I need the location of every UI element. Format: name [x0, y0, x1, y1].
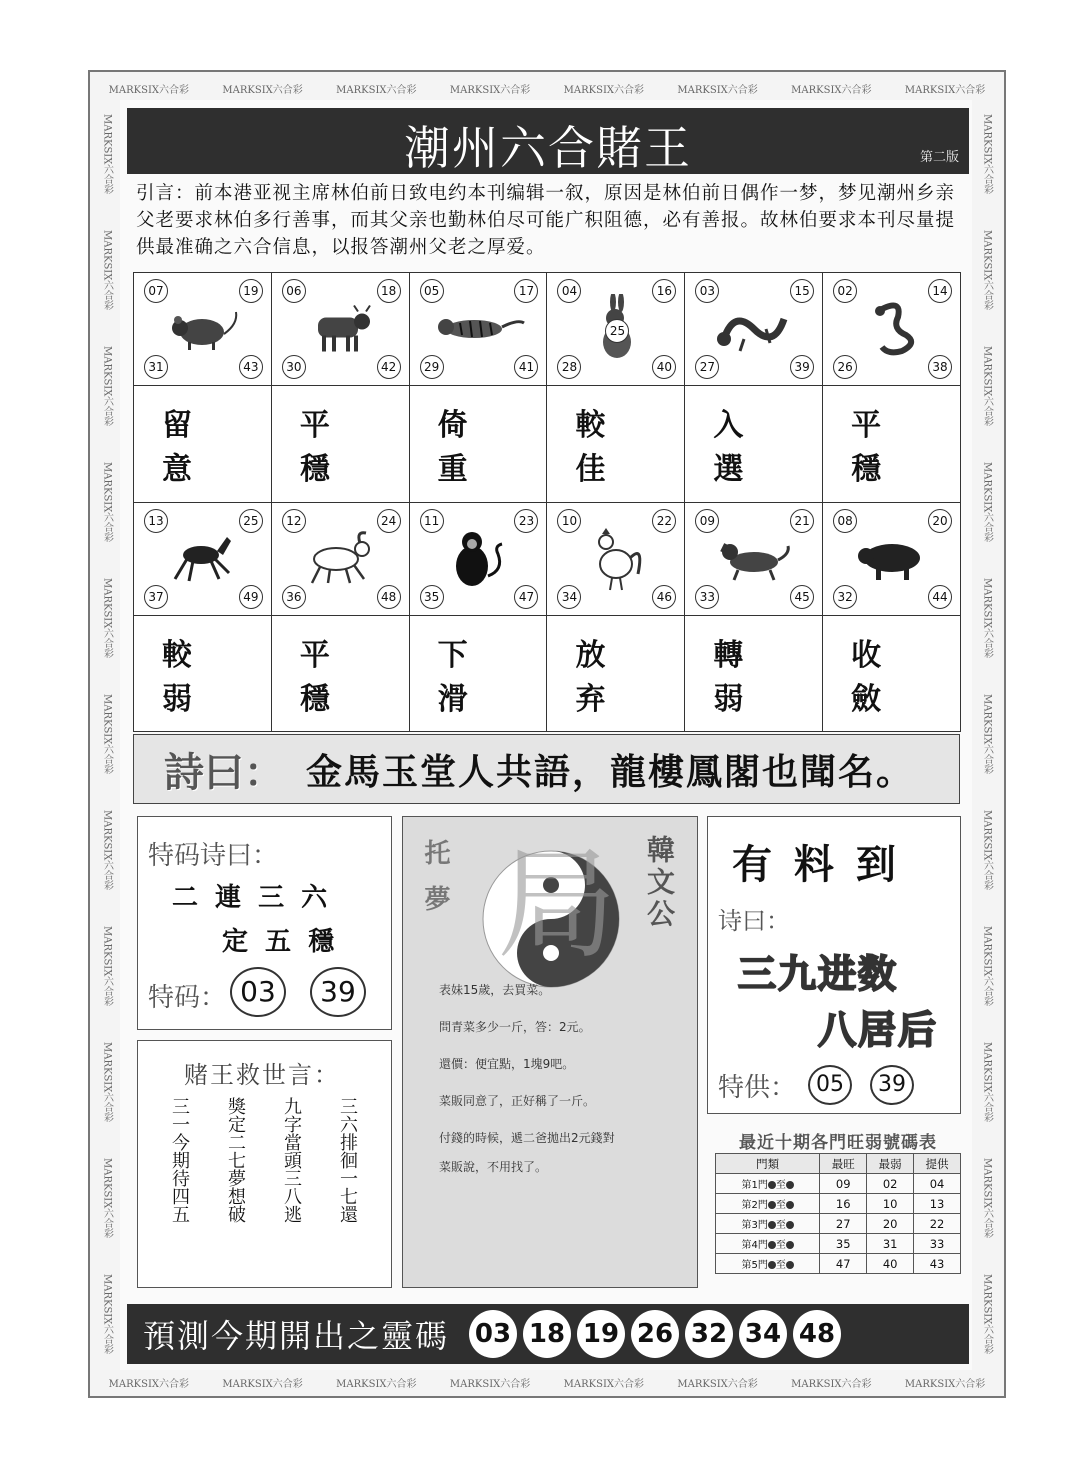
column-header: 門類	[716, 1154, 820, 1174]
verdict-monkey: 下滑	[410, 616, 548, 732]
prediction-ball: 34	[739, 1310, 787, 1358]
poem-banner	[133, 734, 960, 804]
verdict-snake: 平穩	[823, 386, 961, 503]
door-cell	[716, 1214, 820, 1234]
number-ball: 40	[652, 355, 676, 379]
dream-box	[402, 816, 698, 1288]
saviour-words-box	[137, 1040, 392, 1288]
zodiac-cell-dog	[685, 503, 823, 616]
table-row	[716, 1194, 961, 1214]
special-poem-title: 特码诗曰：	[148, 841, 279, 871]
table-row	[716, 1214, 961, 1234]
watermark: MARKSIX六合彩	[981, 577, 993, 659]
special-code-label: 特码：	[148, 983, 227, 1013]
verdict-pig: 收斂	[823, 616, 961, 732]
number-ball: 04	[557, 279, 581, 303]
table-cell: 31	[867, 1234, 914, 1254]
number-ball: 26	[833, 355, 857, 379]
verdict-rabbit: 較佳	[547, 386, 685, 503]
zodiac-cell-goat	[272, 503, 410, 616]
number-ball: 21	[790, 509, 814, 533]
table-row	[716, 1254, 961, 1274]
column-header: 最弱	[867, 1154, 914, 1174]
zodiac-cell-snake	[823, 273, 961, 386]
watermark-band-bottom	[92, 1368, 1002, 1396]
poem-text: 金馬玉堂人共語，龍樓鳳閣也聞名。	[306, 751, 915, 793]
number-ball: 46	[652, 585, 676, 609]
watermark: MARKSIX六合彩	[791, 84, 872, 96]
watermark: MARKSIX六合彩	[981, 229, 993, 311]
verdict-goat: 平穩	[272, 616, 410, 732]
edition-label: 第二版	[919, 150, 959, 165]
table-cell: 27	[820, 1214, 867, 1234]
watermark: MARKSIX六合彩	[101, 345, 113, 427]
watermark: MARKSIX六合彩	[981, 693, 993, 775]
range-label: 至	[775, 1180, 786, 1191]
dot-icon	[768, 1241, 776, 1249]
number-ball: 11	[420, 509, 444, 533]
column-header: 最旺	[820, 1154, 867, 1174]
watermark: MARKSIX六合彩	[101, 461, 113, 543]
table-cell: 33	[914, 1234, 961, 1254]
door-label: 第4門	[741, 1240, 768, 1251]
special-poem-line1: 二 連 三 六	[172, 883, 332, 913]
number-ball: 48	[377, 585, 401, 609]
number-ball: 05	[420, 279, 444, 303]
watermark: MARKSIX六合彩	[222, 1378, 303, 1390]
number-ball: 32	[833, 585, 857, 609]
prediction-ball: 48	[793, 1310, 841, 1358]
dream-line: 菜販說，不用找了。	[439, 1160, 548, 1174]
verdict-tiger: 倚重	[410, 386, 548, 503]
table-cell: 20	[867, 1214, 914, 1234]
zodiac-cell-dragon	[685, 273, 823, 386]
watermark-band-top	[92, 74, 1002, 102]
arrival-box	[707, 816, 961, 1114]
range-label: 至	[775, 1220, 786, 1231]
dot-icon	[768, 1181, 776, 1189]
verdict-dragon: 入選	[685, 386, 823, 503]
table-header-row	[716, 1154, 961, 1174]
dream-line: 付錢的時候，遞二爸拋出2元錢對	[439, 1131, 615, 1145]
special-code-box	[137, 816, 392, 1030]
number-ball: 20	[928, 509, 952, 533]
number-ball: 02	[833, 279, 857, 303]
watermark: MARKSIX六合彩	[108, 84, 190, 96]
zodiac-cell-rooster	[547, 503, 685, 616]
watermark: MARKSIX六合彩	[449, 1378, 531, 1390]
arrival-title: 有 料 到	[732, 842, 900, 888]
table-cell: 02	[867, 1174, 914, 1194]
special-poem-line2: 定 五 穩	[222, 927, 339, 957]
watermark: MARKSIX六合彩	[108, 1378, 190, 1390]
number-ball: 14	[928, 279, 952, 303]
watermark: MARKSIX六合彩	[904, 1378, 986, 1390]
horse-icon	[167, 529, 237, 589]
stats-table	[715, 1153, 961, 1274]
arrival-line2: 八居后	[818, 1008, 939, 1052]
monkey-icon	[448, 526, 508, 592]
number-ball: 10	[557, 509, 581, 533]
goat-icon	[300, 529, 380, 589]
number-ball: 06	[282, 279, 306, 303]
door-label: 第2門	[741, 1200, 768, 1211]
watermark: MARKSIX六合彩	[563, 84, 645, 96]
watermark: MARKSIX六合彩	[981, 809, 993, 891]
door-label: 第3門	[741, 1220, 768, 1231]
dot-icon	[768, 1261, 776, 1269]
number-ball: 07	[144, 279, 168, 303]
table-cell: 04	[914, 1174, 961, 1194]
prediction-ball: 19	[577, 1310, 625, 1358]
offer-code-ball: 05	[808, 1065, 852, 1105]
dot-icon	[786, 1201, 794, 1209]
saviour-column: 獎定二七夢想破	[225, 1097, 246, 1223]
number-ball: 34	[557, 585, 581, 609]
watermark: MARKSIX六合彩	[904, 84, 986, 96]
table-cell: 13	[914, 1194, 961, 1214]
intro-paragraph: 引言：前本港亚视主席林伯前日致电约本刊编辑一叙，原因是林伯前日偶作一梦，梦见潮州乡亲父老要求林伯多行善事，而其父亲也勤林伯尽可能广积阻德，必有善报。故林伯要求本刊尽量提供最准确之六合信息，以报答潮州父老之厚爱。	[136, 183, 956, 258]
watermark: MARKSIX六合彩	[981, 461, 993, 543]
watermark: MARKSIX六合彩	[101, 113, 113, 195]
watermark: MARKSIX六合彩	[101, 229, 113, 311]
watermark: MARKSIX六合彩	[449, 84, 531, 96]
watermark: MARKSIX六合彩	[981, 1157, 993, 1239]
dot-icon	[786, 1241, 794, 1249]
number-ball: 17	[514, 279, 538, 303]
watermark: MARKSIX六合彩	[222, 84, 303, 96]
number-ball: 44	[928, 585, 952, 609]
watermark: MARKSIX六合彩	[791, 1378, 872, 1390]
dream-right-label: 韓文公	[643, 835, 676, 931]
number-ball-extra: 25	[605, 319, 629, 343]
prediction-ball: 18	[523, 1310, 571, 1358]
number-ball: 24	[377, 509, 401, 533]
table-cell: 40	[867, 1254, 914, 1274]
prediction-ball: 03	[469, 1310, 517, 1358]
dream-line: 還價：便宜點，1塊9吧。	[439, 1057, 575, 1071]
column-header: 提供	[914, 1154, 961, 1174]
watermark: MARKSIX六合彩	[563, 1378, 645, 1390]
prediction-label: 預測今期開出之靈碼	[143, 1317, 450, 1355]
number-ball: 49	[239, 585, 263, 609]
watermark: MARKSIX六合彩	[101, 809, 113, 891]
ox-icon	[300, 302, 380, 357]
dragon-icon	[714, 299, 794, 359]
table-cell: 47	[820, 1254, 867, 1274]
snake-icon	[862, 299, 922, 359]
rat-icon	[162, 304, 242, 354]
watermark: MARKSIX六合彩	[981, 113, 993, 195]
table-cell: 09	[820, 1174, 867, 1194]
number-ball: 39	[790, 355, 814, 379]
dot-icon	[786, 1221, 794, 1229]
zodiac-cell-tiger	[410, 273, 548, 386]
number-ball: 03	[695, 279, 719, 303]
range-label: 至	[775, 1260, 786, 1271]
number-ball: 18	[377, 279, 401, 303]
watermark: MARKSIX六合彩	[336, 84, 417, 96]
table-row	[716, 1234, 961, 1254]
dream-story	[439, 981, 691, 1175]
number-ball: 31	[144, 355, 168, 379]
arrival-line1: 三九进数	[738, 952, 899, 996]
number-ball: 33	[695, 585, 719, 609]
number-ball: 41	[514, 355, 538, 379]
number-ball: 45	[790, 585, 814, 609]
poem-label: 詩曰：	[164, 749, 284, 796]
door-label: 第5門	[741, 1260, 768, 1271]
number-ball: 19	[239, 279, 263, 303]
table-cell: 10	[867, 1194, 914, 1214]
watermark: MARKSIX六合彩	[677, 1378, 758, 1390]
dot-icon	[768, 1201, 776, 1209]
number-ball: 36	[282, 585, 306, 609]
number-ball: 22	[652, 509, 676, 533]
zodiac-cell-horse	[134, 503, 272, 616]
number-ball: 12	[282, 509, 306, 533]
offer-code-ball: 39	[870, 1065, 914, 1105]
special-code-ball: 39	[310, 967, 366, 1017]
watermark: MARKSIX六合彩	[101, 1273, 113, 1355]
number-ball: 27	[695, 355, 719, 379]
saviour-column: 三一今期待四五	[169, 1097, 190, 1223]
verdict-ox: 平穩	[272, 386, 410, 503]
table-row	[716, 1174, 961, 1194]
zodiac-cell-rat	[134, 273, 272, 386]
table-cell: 43	[914, 1254, 961, 1274]
verdict-dog: 轉弱	[685, 616, 823, 732]
prediction-ball: 32	[685, 1310, 733, 1358]
dot-icon	[786, 1181, 794, 1189]
number-ball: 15	[790, 279, 814, 303]
number-ball: 28	[557, 355, 581, 379]
watermark: MARKSIX六合彩	[981, 1273, 993, 1355]
page-header	[127, 108, 969, 174]
door-cell	[716, 1254, 820, 1274]
verdict-rat: 留意	[134, 386, 272, 503]
watermark: MARKSIX六合彩	[336, 1378, 417, 1390]
door-cell	[716, 1174, 820, 1194]
number-ball: 09	[695, 509, 719, 533]
dream-center-glyph: 局	[497, 836, 617, 975]
number-ball: 43	[239, 355, 263, 379]
saviour-title: 赌王救世言：	[184, 1061, 340, 1089]
tiger-icon	[430, 309, 526, 349]
door-label: 第1門	[741, 1180, 768, 1191]
dream-line: 菜販同意了，正好稱了一斤。	[439, 1094, 596, 1108]
saviour-column: 九字當頭三八逃	[281, 1097, 302, 1223]
dream-line: 問青菜多少一斤，答：2元。	[439, 1020, 591, 1034]
zodiac-grid-2	[133, 502, 961, 732]
number-ball: 47	[514, 585, 538, 609]
number-ball: 42	[377, 355, 401, 379]
range-label: 至	[775, 1200, 786, 1211]
number-ball: 35	[420, 585, 444, 609]
zodiac-cell-ox	[272, 273, 410, 386]
number-ball: 30	[282, 355, 306, 379]
prediction-footer	[127, 1304, 969, 1364]
saviour-column: 三六排徊一七還	[337, 1097, 358, 1223]
door-cell	[716, 1234, 820, 1254]
table-cell: 16	[820, 1194, 867, 1214]
door-cell	[716, 1194, 820, 1214]
watermark: MARKSIX六合彩	[101, 1157, 113, 1239]
range-label: 至	[775, 1240, 786, 1251]
pig-icon	[852, 534, 932, 584]
zodiac-cell-rabbit	[547, 273, 685, 386]
prediction-ball: 26	[631, 1310, 679, 1358]
dog-icon	[714, 534, 794, 584]
number-ball: 23	[514, 509, 538, 533]
watermark: MARKSIX六合彩	[101, 693, 113, 775]
watermark: MARKSIX六合彩	[981, 1041, 993, 1123]
special-code-ball: 03	[230, 967, 286, 1017]
dot-icon	[768, 1221, 776, 1229]
verdict-horse: 較弱	[134, 616, 272, 732]
watermark: MARKSIX六合彩	[981, 925, 993, 1007]
page-title: 潮州六合賭王	[404, 121, 692, 175]
arrival-offer-label: 特供：	[718, 1073, 797, 1103]
verdict-rooster: 放弃	[547, 616, 685, 732]
watermark: MARKSIX六合彩	[101, 925, 113, 1007]
watermark: MARKSIX六合彩	[981, 345, 993, 427]
zodiac-cell-pig	[823, 503, 961, 616]
number-ball: 13	[144, 509, 168, 533]
table-cell: 22	[914, 1214, 961, 1234]
number-ball: 08	[833, 509, 857, 533]
number-ball: 37	[144, 585, 168, 609]
dot-icon	[786, 1261, 794, 1269]
watermark-band-left	[94, 96, 120, 1372]
stats-title: 最近十期各門旺弱號碼表	[739, 1133, 937, 1153]
table-cell: 35	[820, 1234, 867, 1254]
zodiac-cell-monkey	[410, 503, 548, 616]
number-ball: 29	[420, 355, 444, 379]
zodiac-grid-1	[133, 272, 961, 503]
watermark: MARKSIX六合彩	[101, 1041, 113, 1123]
rooster-icon	[586, 524, 646, 594]
watermark: MARKSIX六合彩	[677, 84, 758, 96]
number-ball: 38	[928, 355, 952, 379]
watermark-band-right	[974, 96, 1000, 1372]
watermark: MARKSIX六合彩	[101, 577, 113, 659]
dream-line: 表妹15歲，去買菜。	[439, 983, 551, 997]
arrival-poem-label: 诗曰：	[718, 907, 790, 935]
dream-left-label: 托夢	[420, 839, 450, 931]
number-ball: 16	[652, 279, 676, 303]
number-ball: 25	[239, 509, 263, 533]
